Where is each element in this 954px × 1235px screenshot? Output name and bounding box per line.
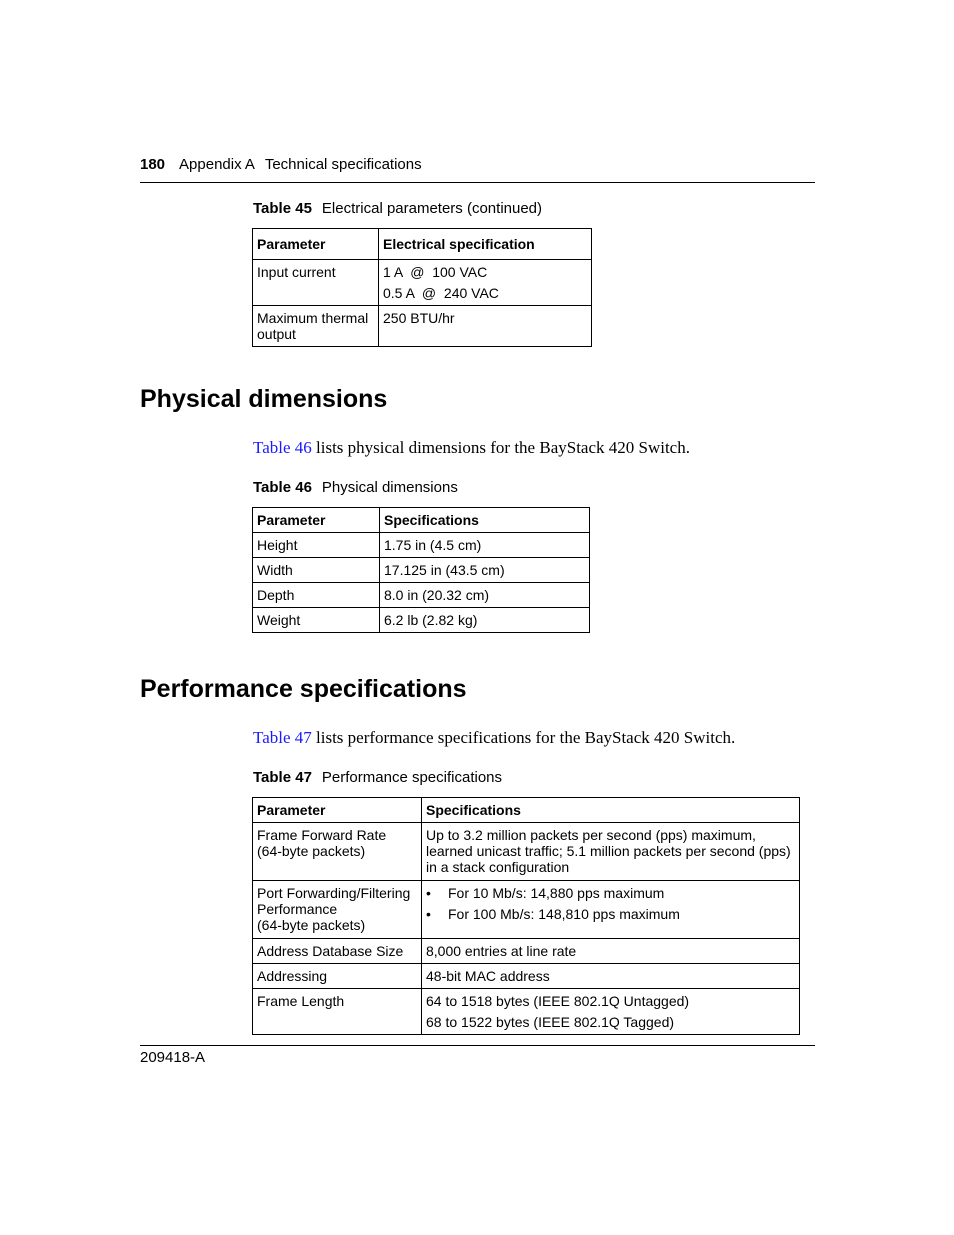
table-cell: 17.125 in (43.5 cm)	[380, 558, 590, 583]
column-header: Parameter	[253, 508, 380, 533]
performance-intro	[253, 728, 735, 748]
section-heading-performance: Performance specifications	[140, 675, 467, 703]
performance-intro-text: lists performance specifications for the BayStack 420 Switch.	[311, 728, 736, 747]
table-cell	[422, 881, 800, 939]
section-heading-physical: Physical dimensions	[140, 385, 388, 413]
table47-link[interactable]: Table 47	[253, 728, 312, 747]
cell-line: Port Forwarding/Filtering	[257, 885, 411, 901]
column-header: Specifications	[422, 798, 800, 823]
column-header: Parameter	[253, 798, 422, 823]
table45	[252, 228, 592, 347]
page-footer	[140, 1045, 815, 1066]
header-section: Appendix A	[179, 156, 255, 173]
table-header-row	[253, 229, 592, 260]
table-cell: 250 BTU/hr	[379, 306, 592, 347]
table-header-row	[253, 508, 590, 533]
table-cell: Maximum thermal output	[253, 306, 379, 347]
table46-caption	[253, 479, 458, 496]
table47-caption	[253, 769, 502, 786]
table-cell: Frame Length	[253, 989, 422, 1035]
table-row	[253, 583, 590, 608]
table-cell: 8,000 entries at line rate	[422, 939, 800, 964]
table-cell	[422, 989, 800, 1035]
table-cell: Input current	[253, 260, 379, 306]
table-cell	[379, 260, 592, 306]
table-header-row	[253, 798, 800, 823]
column-header: Electrical specification	[379, 229, 592, 260]
cell-line: 68 to 1522 bytes (IEEE 802.1Q Tagged)	[426, 1014, 675, 1030]
table46-label: Table 46	[253, 479, 312, 496]
table-cell: Height	[253, 533, 380, 558]
physical-intro-text: lists physical dimensions for the BayStack 420 Switch.	[311, 438, 690, 457]
table-row	[253, 964, 800, 989]
cell-line: 0.5 A @ 240 VAC	[383, 285, 499, 301]
table-row	[253, 881, 800, 939]
table-cell: 48-bit MAC address	[422, 964, 800, 989]
table-cell: Width	[253, 558, 380, 583]
table-cell: Up to 3.2 million packets per second (pps) maximum, learned unicast traffic; 5.1 million packets per second (pps) in a stack configuration	[422, 823, 800, 881]
table-cell: 6.2 lb (2.82 kg)	[380, 608, 590, 633]
cell-line: 1 A @ 100 VAC	[383, 264, 488, 280]
table-row	[253, 558, 590, 583]
table45-caption	[253, 200, 542, 217]
table-cell: Depth	[253, 583, 380, 608]
table-row	[253, 939, 800, 964]
table46-title: Physical dimensions	[321, 479, 458, 496]
table-row	[253, 989, 800, 1035]
cell-line: 64 to 1518 bytes (IEEE 802.1Q Untagged)	[426, 993, 690, 1009]
table47	[252, 797, 800, 1035]
table46-link[interactable]: Table 46	[253, 438, 312, 457]
table-cell	[253, 823, 422, 881]
document-number: 209418-A	[140, 1049, 206, 1066]
bullet-list	[426, 885, 795, 922]
table-cell	[253, 881, 422, 939]
table46	[252, 507, 590, 633]
table-cell: Addressing	[253, 964, 422, 989]
table-row	[253, 608, 590, 633]
cell-line: Performance	[257, 901, 338, 917]
table-row	[253, 533, 590, 558]
table47-label: Table 47	[253, 769, 312, 786]
page-number: 180	[140, 156, 166, 173]
table-row	[253, 260, 592, 306]
table-row	[253, 823, 800, 881]
table-cell: 1.75 in (4.5 cm)	[380, 533, 590, 558]
page-header	[140, 156, 815, 183]
table-cell: 8.0 in (20.32 cm)	[380, 583, 590, 608]
column-header: Parameter	[253, 229, 379, 260]
cell-line: (64-byte packets)	[257, 843, 366, 859]
table45-title: Electrical parameters (continued)	[321, 200, 543, 217]
list-item: • For 10 Mb/s: 14,880 pps maximum	[426, 885, 795, 901]
list-item: • For 100 Mb/s: 148,810 pps maximum	[426, 906, 795, 922]
header-title: Technical specifications	[264, 156, 422, 173]
column-header: Specifications	[380, 508, 590, 533]
table47-title: Performance specifications	[321, 769, 503, 786]
cell-line: (64-byte packets)	[257, 917, 366, 933]
table-cell: Weight	[253, 608, 380, 633]
table-row	[253, 306, 592, 347]
cell-line: Frame Forward Rate	[257, 827, 387, 843]
physical-intro	[253, 438, 690, 458]
table-cell: Address Database Size	[253, 939, 422, 964]
table45-label: Table 45	[253, 200, 312, 217]
